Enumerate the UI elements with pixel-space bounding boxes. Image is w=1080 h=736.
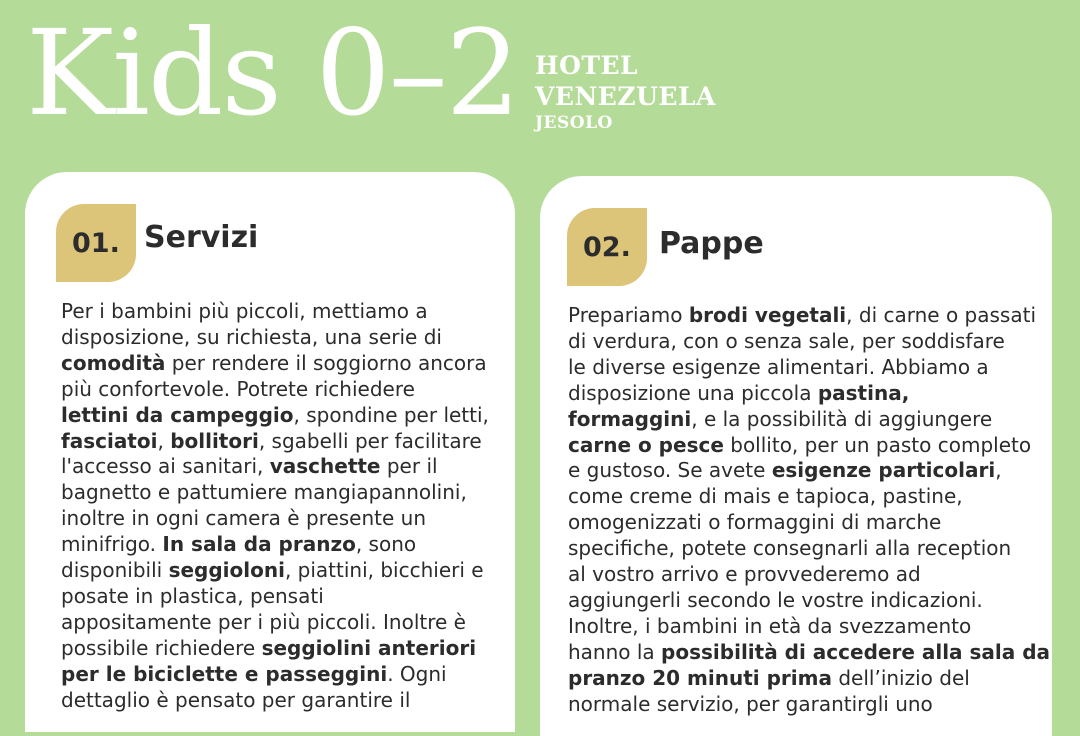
text: per il <box>380 454 438 479</box>
text: normale servizio, per garantirgli uno <box>568 691 933 716</box>
text-line <box>61 403 511 429</box>
text: le diverse esigenze alimentari. Abbiamo a <box>568 354 989 379</box>
text-line <box>61 480 511 506</box>
text: di verdura, con o senza sale, per soddisfare <box>568 328 1005 353</box>
text: hanno la <box>568 639 662 664</box>
text-line <box>61 584 511 610</box>
text: disponibili <box>61 558 169 583</box>
bold-text: In sala da pranzo <box>162 532 356 557</box>
text: come creme di mais e tapioca, pastine, <box>568 484 963 509</box>
text-line <box>568 562 1050 588</box>
bold-text: comodità <box>61 350 166 375</box>
hotel-logo <box>535 50 716 134</box>
text: , piattini, bicchieri e <box>284 558 484 583</box>
bold-text: lettini da campeggio <box>61 402 294 427</box>
text-line <box>568 536 1050 562</box>
text-line <box>568 666 1050 692</box>
bold-text: pastina, <box>817 380 910 405</box>
bold-text: formaggini <box>568 406 692 431</box>
text-line <box>568 692 1050 718</box>
text: dell’inizio del <box>831 665 970 690</box>
text: e gustoso. Se avete <box>568 458 772 483</box>
meals-card <box>540 176 1052 736</box>
text-line <box>61 506 511 532</box>
text: disposizione, su richiesta, una serie di <box>61 324 442 349</box>
text-line <box>568 640 1050 666</box>
bold-text: brodi vegetali <box>688 303 847 327</box>
text-line <box>568 433 1050 459</box>
text-line <box>61 688 511 714</box>
text: bollito, per un pasto completo <box>723 432 1032 457</box>
text: , spondine per letti, <box>293 402 489 427</box>
text-line <box>568 458 1050 484</box>
section-body <box>61 299 511 714</box>
text: minifrigo. <box>61 532 163 557</box>
text-line <box>61 429 511 455</box>
text: , sgabelli per facilitare <box>258 428 482 453</box>
text-line <box>61 610 511 636</box>
page-title: Kids 0–2 <box>26 4 519 142</box>
text-line <box>61 351 511 377</box>
text-line <box>568 510 1050 536</box>
text-line <box>568 329 1050 355</box>
text: omogenizzati o formaggini di marche <box>568 510 942 535</box>
section-number-badge <box>56 204 136 282</box>
text: , e la possibilità di aggiungere <box>691 406 993 431</box>
text: dettaglio è pensato per garantire il <box>61 687 411 712</box>
text: , sono <box>355 532 417 557</box>
text-line <box>568 588 1050 614</box>
text: appositamente per i più piccoli. Inoltre è <box>61 609 466 634</box>
section-heading: Servizi <box>144 220 259 255</box>
bold-text: carne o pesce <box>568 432 724 457</box>
text: posate in plastica, pensati <box>61 583 324 608</box>
text-line <box>568 381 1050 407</box>
bold-text: possibilità di accedere alla sala da <box>661 639 1051 664</box>
hotel-name-line2: VENEZUELA <box>535 82 716 111</box>
text: al vostro arrivo e provvederemo ad <box>568 562 921 587</box>
text-line <box>568 614 1050 640</box>
services-card <box>25 172 515 732</box>
text: , <box>157 428 171 453</box>
section-number: 02. <box>583 232 631 263</box>
text: Per i bambini più piccoli, mettiamo a <box>61 299 428 323</box>
bold-text: esigenze particolari <box>771 458 996 483</box>
text: l'accesso ai sanitari, <box>61 454 270 479</box>
bold-text: vaschette <box>269 454 381 479</box>
text: bagnetto e pattumiere mangiapannolini, <box>61 480 467 505</box>
bold-text: seggioloni <box>168 558 285 583</box>
text: più confortevole. Potrete richiedere <box>61 376 415 401</box>
text: specifiche, potete consegnarli alla reception <box>568 536 1012 561</box>
hotel-location: JESOLO <box>535 113 613 133</box>
text: . Ogni <box>387 661 447 686</box>
bold-text: seggiolini anteriori <box>261 635 477 660</box>
text-line <box>568 407 1050 433</box>
text-line <box>61 454 511 480</box>
bold-text: per le biciclette e passeggini <box>61 661 388 686</box>
bold-text: bollitori <box>170 428 259 453</box>
text: Inoltre, i bambini in età da svezzamento <box>568 613 972 638</box>
bold-text: pranzo 20 minuti prima <box>568 665 832 690</box>
text-line <box>568 355 1050 381</box>
section-number-badge <box>567 208 647 286</box>
section-number: 01. <box>72 228 120 259</box>
text-line <box>61 662 511 688</box>
text: per rendere il soggiorno ancora <box>165 350 487 375</box>
text-line <box>568 303 1050 329</box>
text: inoltre in ogni camera è presente un <box>61 506 426 531</box>
text: disposizione una piccola <box>568 380 818 405</box>
text: , di carne o passati <box>846 303 1036 327</box>
hotel-name-line1: HOTEL <box>535 51 639 80</box>
text: Prepariamo <box>568 303 689 327</box>
text: possibile richiedere <box>61 635 262 660</box>
text: , <box>995 458 1002 483</box>
section-heading: Pappe <box>659 226 764 261</box>
text: aggiungerli secondo le vostre indicazioni. <box>568 587 983 612</box>
text-line <box>61 377 511 403</box>
text-line <box>61 636 511 662</box>
text-line <box>61 558 511 584</box>
section-body <box>568 303 1050 718</box>
text-line <box>61 325 511 351</box>
text-line <box>61 299 511 325</box>
text-line <box>568 484 1050 510</box>
text-line <box>61 532 511 558</box>
bold-text: fasciatoi <box>61 428 158 453</box>
